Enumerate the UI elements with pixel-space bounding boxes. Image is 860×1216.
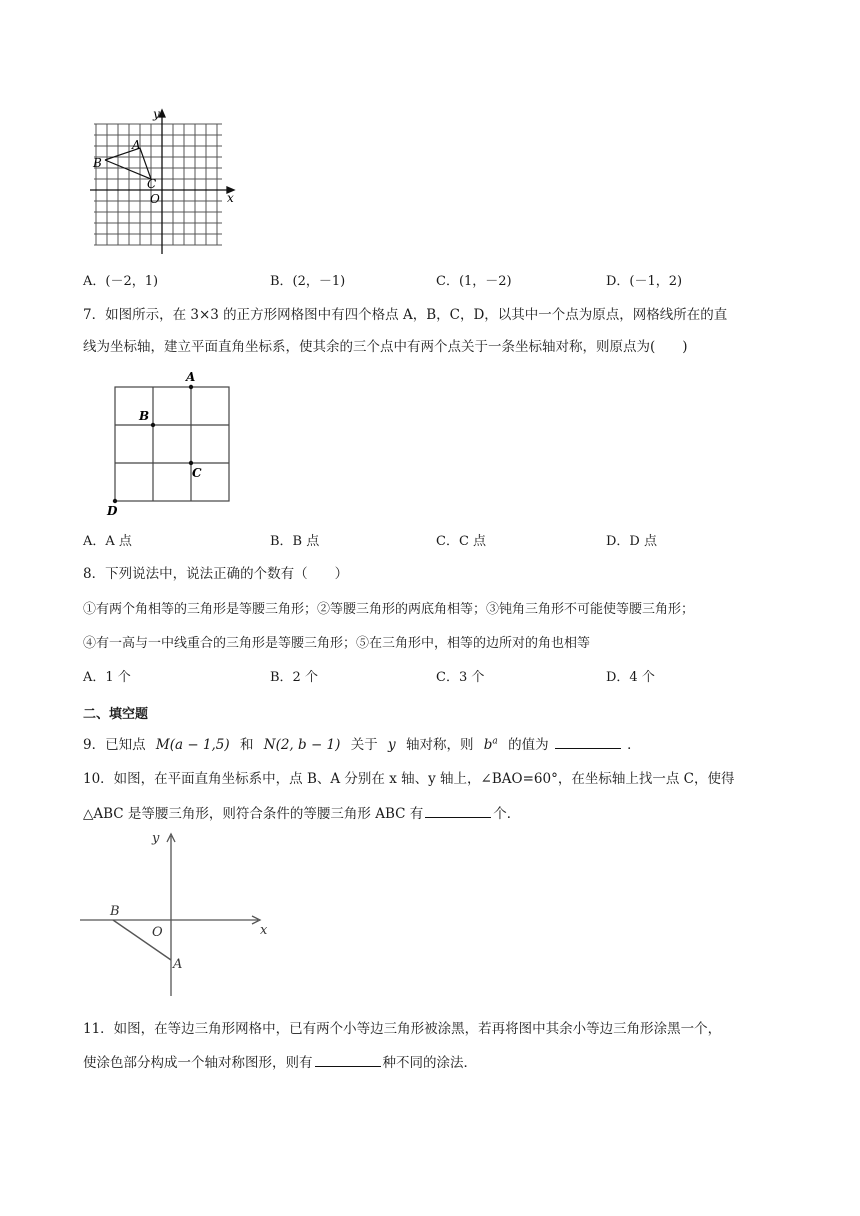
q7-option-c: C．C 点 bbox=[436, 534, 487, 549]
q7-grid-figure bbox=[102, 368, 234, 518]
q10-y-label: y bbox=[152, 831, 160, 846]
q7-point-c-label: C bbox=[192, 466, 202, 480]
q7-point-b-label: B bbox=[139, 409, 150, 423]
section-heading-fill-in: 二、填空题 bbox=[83, 707, 149, 722]
q6-grid-lines bbox=[94, 124, 222, 245]
q9-suffix: 的值为 bbox=[508, 737, 549, 753]
q6-y-label: y bbox=[153, 107, 160, 121]
q7-point-a-label: A bbox=[186, 370, 196, 384]
q9-answer-blank[interactable] bbox=[555, 736, 621, 749]
q11-stem-line2 bbox=[83, 1051, 477, 1071]
q11-stem-line2-prefix: 使涂色部分构成一个轴对称图形，则有 bbox=[83, 1055, 313, 1071]
q7-option-b: B．B 点 bbox=[270, 534, 320, 549]
q6-point-a-label: A bbox=[132, 138, 141, 152]
q6-origin-label: O bbox=[150, 192, 160, 206]
q11-answer-blank[interactable] bbox=[315, 1054, 381, 1067]
q8-option-a: A．1 个 bbox=[83, 670, 131, 685]
q8-option-b: B．2 个 bbox=[270, 670, 318, 685]
q6-x-label: x bbox=[227, 191, 234, 205]
q10-stem-line2-suffix: 个． bbox=[493, 806, 521, 822]
q10-stem-line2 bbox=[83, 802, 520, 822]
q8-statement-line1: ①有两个角相等的三角形是等腰三角形；②等腰三角形的两底角相等；③钝角三角形不可能使等腰三角形； bbox=[83, 602, 695, 617]
q8-option-c: C．3 个 bbox=[436, 670, 485, 685]
q10-x-label: x bbox=[260, 923, 268, 938]
q8-statement-line2: ④有一高与一中线重合的三角形是等腰三角形；⑤在三角形中，相等的边所对的角也相等 bbox=[83, 636, 591, 651]
q9-power-base: b bbox=[483, 737, 493, 753]
q9-stem bbox=[83, 733, 641, 753]
q9-prefix: 9．已知点 bbox=[83, 737, 146, 753]
q10-stem-line2-prefix: △ABC 是等腰三角形，则符合条件的等腰三角形 ABC 有 bbox=[83, 806, 424, 822]
q6-option-c: C．(1，－2) bbox=[436, 274, 512, 289]
q9-about: 关于 bbox=[350, 737, 378, 753]
q7-option-d: D．D 点 bbox=[606, 534, 657, 549]
q6-axes bbox=[90, 110, 234, 254]
q10-point-a-label: A bbox=[173, 957, 183, 972]
q10-axes bbox=[80, 834, 260, 996]
q9-axis-sym: 轴对称，则 bbox=[405, 737, 474, 753]
q7-option-a: A．A 点 bbox=[83, 534, 132, 549]
q6-point-c-label: C bbox=[147, 177, 157, 191]
q6-point-b-label: B bbox=[93, 156, 102, 170]
q7-stem-line1: 7．如图所示，在 3×3 的正方形网格图中有四个格点 A，B，C，D，以其中一个点为原点，网格线所在的直 bbox=[83, 307, 728, 323]
q6-option-b: B．(2，－1) bbox=[270, 274, 346, 289]
q6-option-a: A．(－2，1) bbox=[83, 274, 159, 289]
q9-point-n: N(2, b − 1) bbox=[263, 737, 341, 753]
q10-axes-figure bbox=[80, 826, 280, 998]
q11-stem-line2-suffix: 种不同的涂法． bbox=[382, 1055, 477, 1071]
q9-axis: y bbox=[388, 737, 396, 753]
q10-answer-blank[interactable] bbox=[425, 805, 491, 818]
q11-stem-line1: 11．如图，在等边三角形网格中，已有两个小等边三角形被涂黑，若再将图中其余小等边三角形涂黑一个， bbox=[83, 1021, 722, 1037]
q7-point-d-label: D bbox=[107, 504, 118, 518]
q8-stem: 8．下列说法中，说法正确的个数有（ ） bbox=[83, 566, 349, 582]
q7-stem-line2: 线为坐标轴，建立平面直角坐标系，使其余的三个点中有两个点关于一条坐标轴对称，则原点为( ) bbox=[83, 339, 688, 355]
q6-triangle bbox=[105, 148, 151, 179]
q10-stem-line1: 10．如图，在平面直角坐标系中，点 B、A 分别在 x 轴、y 轴上，∠BAO=60°，在坐标轴上找一点 C，使得 bbox=[83, 771, 735, 787]
q8-option-d: D．4 个 bbox=[606, 670, 655, 685]
q9-end: ． bbox=[627, 737, 641, 753]
q9-power-exp: a bbox=[492, 736, 498, 747]
q10-origin-label: O bbox=[152, 925, 163, 940]
q9-and: 和 bbox=[239, 737, 254, 753]
q6-option-d: D．(－1，2) bbox=[606, 274, 683, 289]
q7-square-grid bbox=[115, 387, 229, 501]
q10-point-b-label: B bbox=[110, 904, 120, 919]
q6-grid-figure bbox=[88, 104, 238, 260]
q9-point-m: M(a − 1,5) bbox=[155, 737, 230, 753]
